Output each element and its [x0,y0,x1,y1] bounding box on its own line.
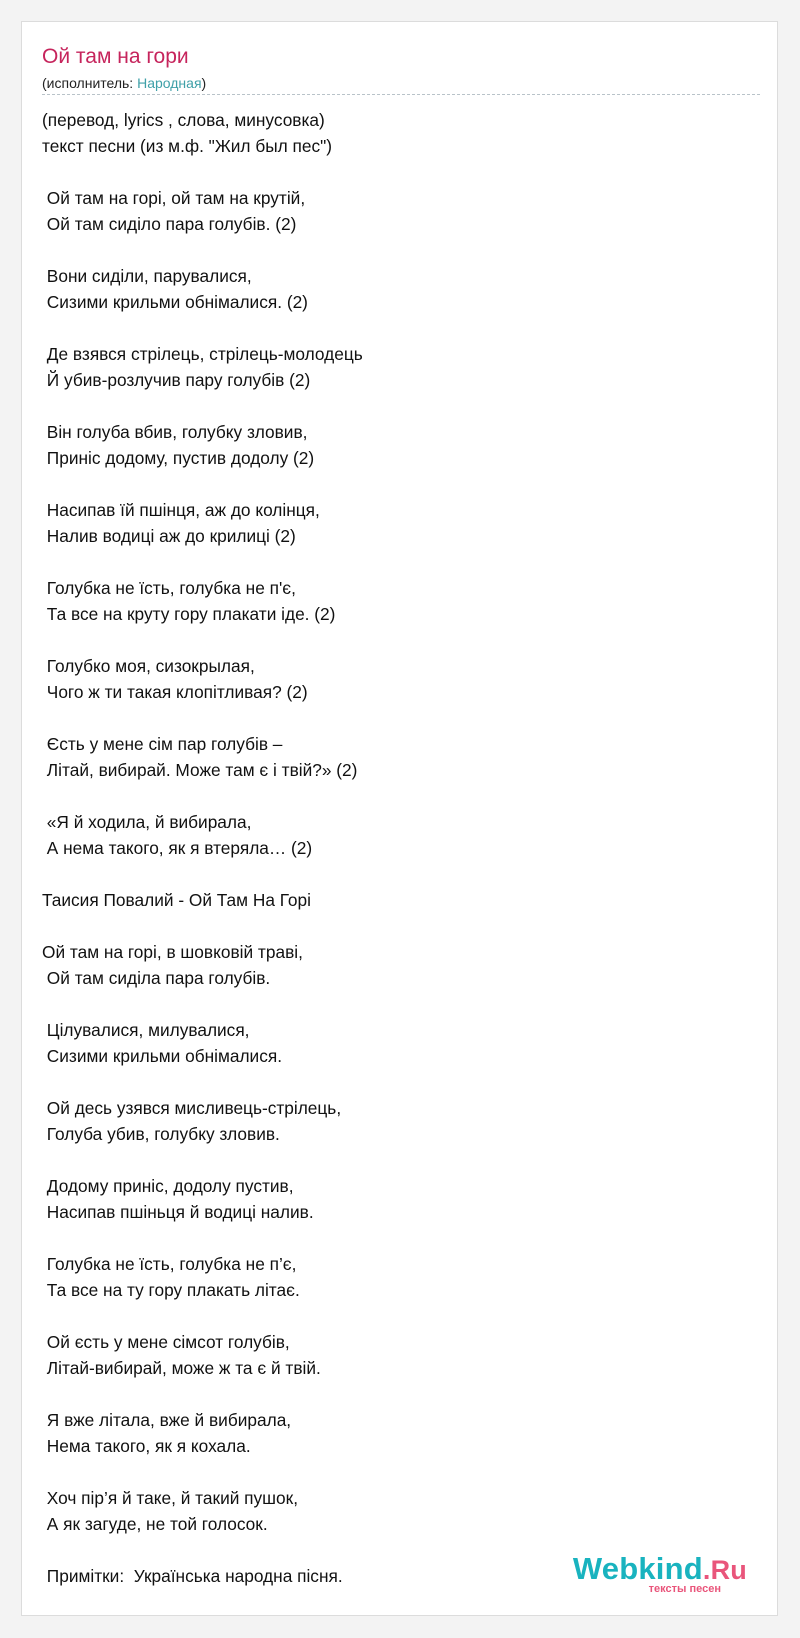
watermark-brand: Webkind [572,1551,703,1586]
header-divider [42,94,760,95]
artist-suffix: ) [201,75,207,91]
lyrics-text: (перевод, lyrics , слова, минусовка) текст песни (из м.ф. "Жил был пес") Ой там на горі, ой там на крутій, Ой там сиділо пара голубів. (2) Вони сиділи, парувалися, Сизими крильми обнімалися. (2) Де взявся стрілець, стрілець-молодець Й убив-розлучив пару голубів (2) Він голуба вбив, голубку зловив, Приніс додому, пустив додолу (2) Насипав їй пшінця, аж до колінця, Налив водиці аж до крилиці (2) Голубка не їсть, голубка не п'є, Та все на круту гору плакати іде. (2) Голубко моя, сизокрылая, Чого ж ти такая клопітливая? (2) Єсть у мене сім пар голубів – Літай, вибирай. Може там є і твій?» (2) «Я й ходила, й вибирала, А нема такого, як я втеряла… (2) Таисия Повалий - Ой Там На Горі Ой там на горі, в шовковій траві, Ой там сиділа пара голубів. Цілувалися, милувалися, Сизими крильми обнімалися. Ой десь узявся мисливець-стрілець, Голуба убив, голубку зловив. Додому приніс, додолу пустив, Насипав пшіньця й водиці налив. Голубка не їсть, голубка не п’є, Та все на ту гору плакать літає. Ой єсть у мене сімсот голубів, Літай-вибирай, може ж та є й твій. Я вже літала, вже й вибирала, Нема такого, як я кохала. Хоч пір’я й таке, й такий пушок, А як загуде, не той голосок. Примітки: Українська народна пісня. [42,110,363,1586]
artist-line [42,74,206,92]
watermark-logo [573,1553,747,1586]
watermark-tld: .Ru [702,1555,747,1585]
watermark-tagline: тексты песен [648,1583,721,1595]
site-watermark [573,1553,747,1595]
lyrics-card [21,21,778,1616]
song-title: Ой там на гори [42,45,189,68]
artist-link[interactable]: Народная [137,75,202,91]
artist-prefix: (исполнитель: [42,75,138,91]
